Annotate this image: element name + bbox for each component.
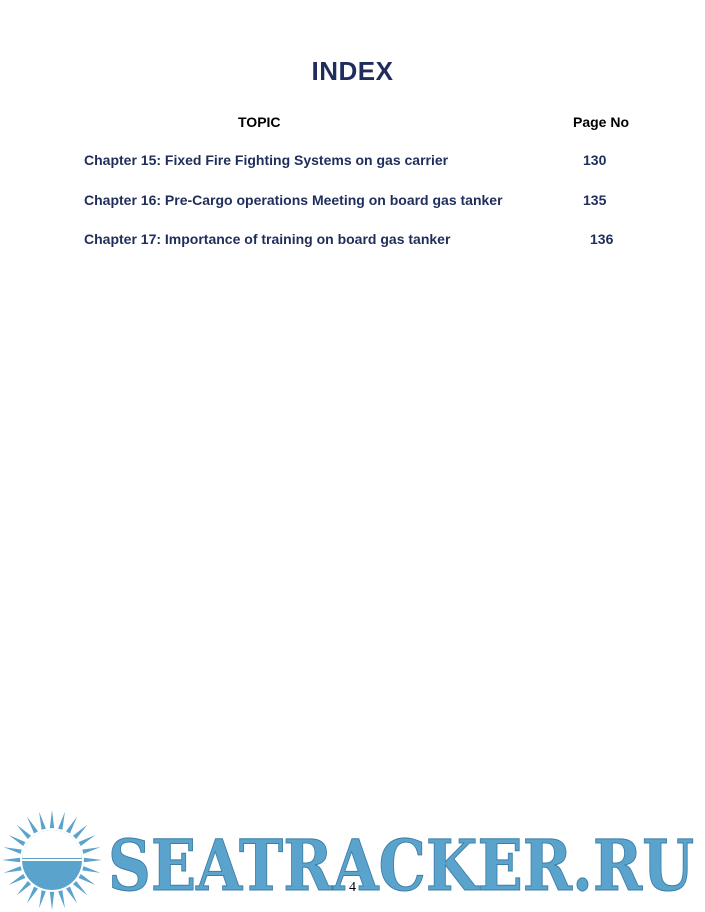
- entry-topic: Chapter 15: Fixed Fire Fighting Systems on gas carrier: [84, 152, 449, 168]
- index-title: INDEX: [311, 56, 394, 86]
- index-entry: [84, 231, 644, 251]
- entry-page: 130: [583, 152, 607, 168]
- entry-page: 136: [590, 231, 614, 247]
- entry-topic: Chapter 16: Pre-Cargo operations Meeting on board gas tanker: [84, 192, 503, 208]
- topic-column-header: TOPIC: [238, 114, 281, 130]
- entry-page: 135: [583, 192, 607, 208]
- index-entry: [84, 192, 644, 212]
- entry-topic: Chapter 17: Importance of training on board gas tanker: [84, 231, 451, 247]
- index-entry: [84, 152, 644, 172]
- watermark-text: SEATRACKER.RU: [108, 824, 694, 907]
- page-no-column-header: Page No: [573, 114, 630, 130]
- seatracker-watermark: [0, 808, 705, 912]
- page-number: 4: [349, 880, 356, 895]
